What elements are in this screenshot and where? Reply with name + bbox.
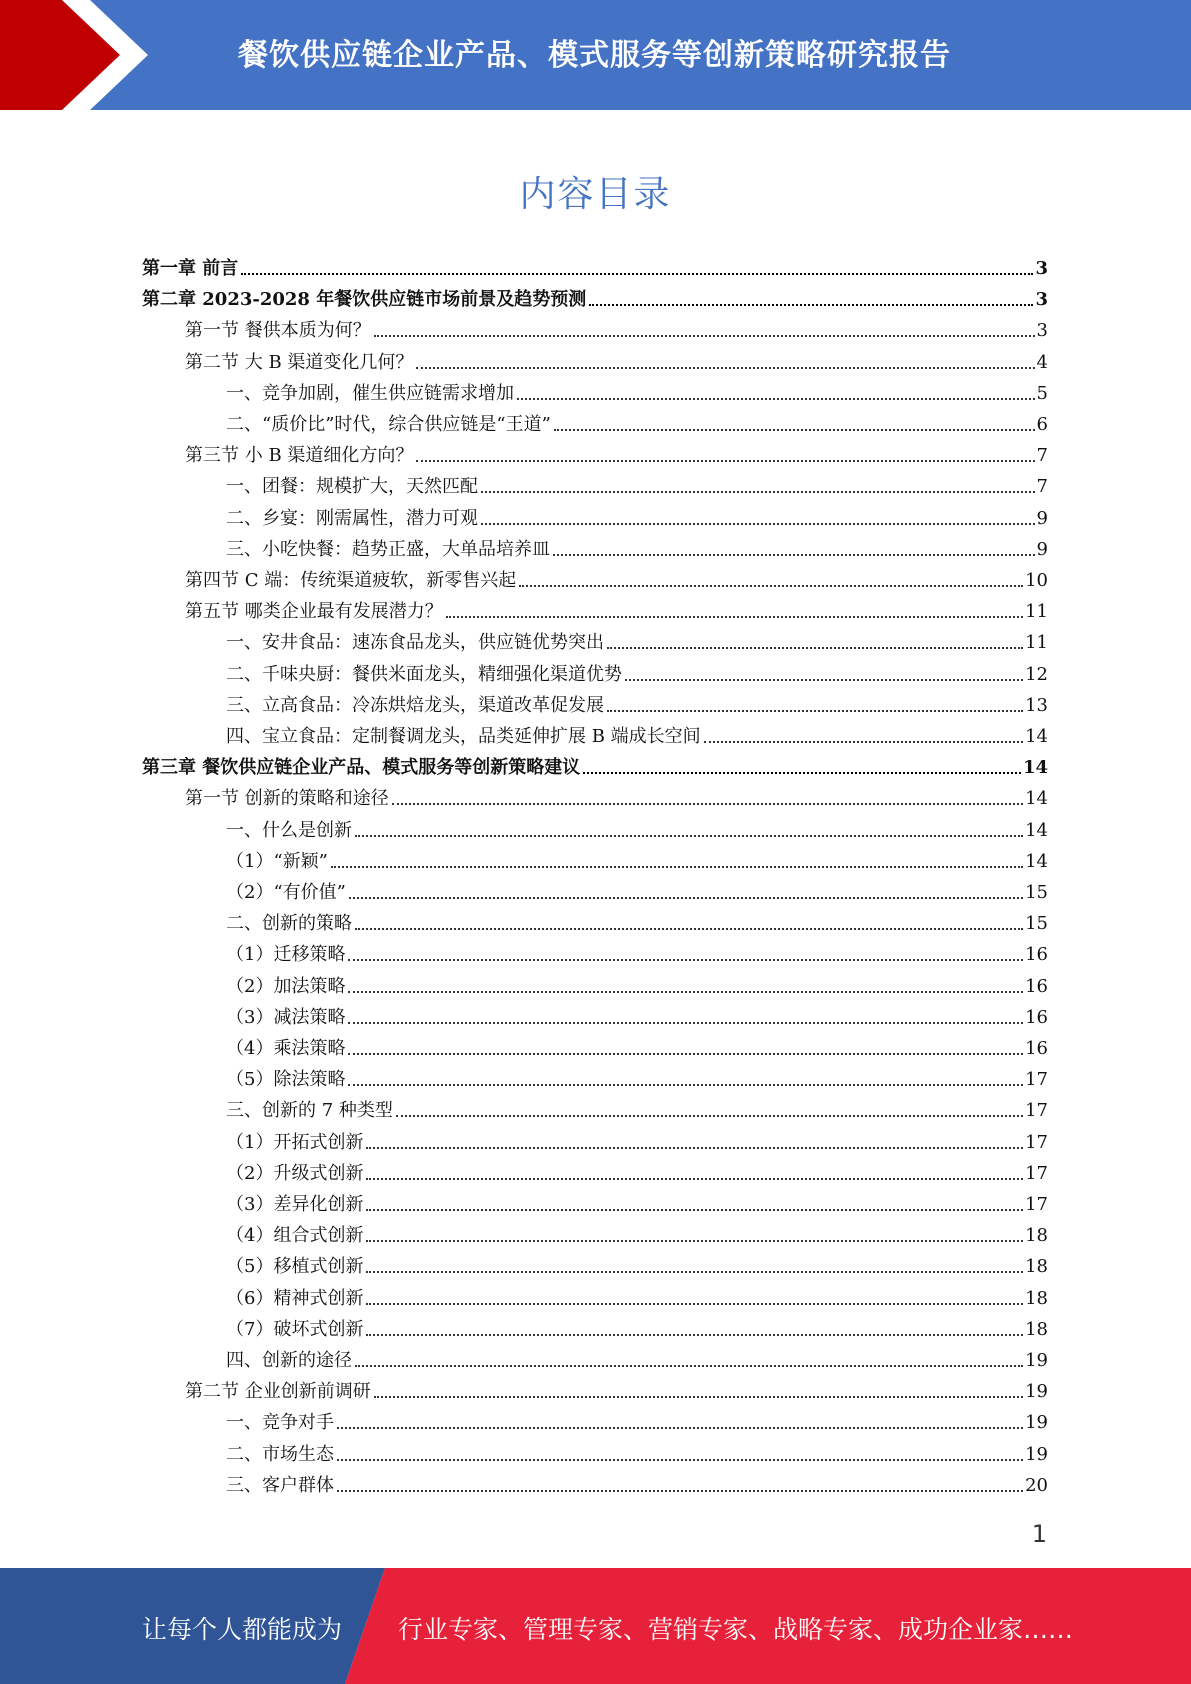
footer-slogan-left: 让每个人都能成为 — [142, 1615, 343, 1644]
toc-entry-page: 9 — [1036, 507, 1048, 529]
toc-entry-page: 17 — [1025, 1131, 1048, 1153]
toc-entry[interactable] — [142, 971, 1048, 999]
toc-entry[interactable] — [142, 1314, 1048, 1342]
toc-dot-leader — [625, 679, 1023, 681]
toc-entry[interactable] — [142, 1064, 1048, 1092]
toc-dot-leader — [337, 1459, 1023, 1461]
toc-dot-leader — [589, 304, 1033, 306]
toc-entry-title: （1）迁移策略 — [226, 944, 346, 966]
toc-entry-title: 第二节 企业创新前调研 — [185, 1381, 371, 1403]
toc-dot-leader — [481, 523, 1035, 525]
toc-dot-leader — [331, 866, 1023, 868]
toc-entry[interactable] — [142, 1439, 1048, 1467]
toc-entry-page: 14 — [1025, 819, 1048, 841]
toc-entry[interactable] — [142, 440, 1048, 468]
toc-entry-page: 7 — [1036, 476, 1048, 498]
toc-entry-page: 6 — [1036, 414, 1048, 435]
toc-entry-page: 19 — [1025, 1350, 1048, 1371]
toc-entry-page: 14 — [1025, 850, 1048, 872]
toc-entry-title: 三、创新的 7 种类型 — [226, 1100, 393, 1122]
toc-entry[interactable] — [142, 752, 1048, 780]
toc-entry-page: 3 — [1035, 258, 1048, 279]
toc-entry-page: 11 — [1025, 632, 1048, 654]
toc-dot-leader — [416, 367, 1034, 369]
toc-entry-title: 三、小吃快餐：趋势正盛，大单品培养皿 — [226, 538, 550, 560]
toc-dot-leader — [607, 647, 1023, 649]
toc-entry-title: （1）“新颖” — [226, 850, 328, 872]
toc-dot-leader — [366, 1209, 1023, 1211]
toc-entry-title: 第二节 大 B 渠道变化几何？ — [185, 351, 414, 373]
toc-entry-page: 3 — [1035, 289, 1048, 311]
toc-entry-title: 第二章 2023-2028 年餐饮供应链市场前景及趋势预测 — [142, 289, 587, 311]
toc-entry-title: 三、客户群体 — [226, 1474, 334, 1496]
toc-entry-title: （5）除法策略 — [226, 1069, 346, 1091]
toc-dot-leader — [519, 585, 1023, 587]
toc-entry[interactable] — [142, 627, 1048, 655]
toc-entry-title: （3）减法策略 — [226, 1006, 346, 1028]
toc-entry-page: 19 — [1025, 1443, 1048, 1465]
toc-entry[interactable] — [142, 1407, 1048, 1435]
toc-entry-title: 二、“质价比”时代，综合供应链是“王道” — [226, 414, 551, 435]
toc-entry-title: 第一节 餐供本质为何？ — [185, 320, 371, 342]
toc-entry-title: （1）开拓式创新 — [226, 1131, 364, 1153]
toc-entry-title: 一、竞争加剧，催生供应链需求增加 — [226, 382, 514, 404]
toc-entry-page: 16 — [1025, 975, 1048, 997]
toc-dot-leader — [366, 1271, 1023, 1273]
toc-entry-title: （2）升级式创新 — [226, 1162, 364, 1184]
toc-entry[interactable] — [142, 565, 1048, 593]
toc-entry-title: 一、竞争对手 — [226, 1412, 334, 1434]
toc-dot-leader — [337, 1490, 1023, 1492]
toc-entry[interactable] — [142, 1376, 1048, 1404]
toc-entry[interactable] — [142, 534, 1048, 562]
toc-entry-title: 四、宝立食品：定制餐调龙头，品类延伸扩展 B 端成长空间 — [226, 726, 701, 747]
toc-entry-title: 第三章 餐饮供应链企业产品、模式服务等创新策略建议 — [142, 757, 581, 779]
toc-entry-title: 第五节 哪类企业最有发展潜力？ — [185, 601, 443, 623]
toc-entry-title: （5）移植式创新 — [226, 1256, 364, 1278]
toc-dot-leader — [366, 1303, 1023, 1305]
toc-dot-leader — [337, 1427, 1023, 1429]
toc-dot-leader — [446, 616, 1023, 618]
toc-entry[interactable] — [142, 1283, 1048, 1311]
toc-dot-leader — [554, 429, 1035, 431]
page-number: 1 — [1031, 1520, 1047, 1548]
toc-entry-page: 14 — [1025, 726, 1048, 747]
toc-entry[interactable] — [142, 659, 1048, 687]
toc-dot-leader — [607, 710, 1023, 712]
toc-entry[interactable] — [142, 409, 1048, 437]
toc-entry[interactable] — [142, 1033, 1048, 1061]
toc-entry-title: （6）精神式创新 — [226, 1287, 364, 1309]
report-title: 餐饮供应链企业产品、模式服务等创新策略研究报告 — [238, 38, 951, 73]
toc-dot-leader — [366, 1147, 1023, 1149]
toc-dot-leader — [366, 1240, 1023, 1242]
toc-entry[interactable] — [142, 471, 1048, 499]
toc-dot-leader — [348, 1084, 1023, 1086]
toc-entry-page: 16 — [1025, 1038, 1048, 1059]
toc-entry[interactable] — [142, 1470, 1048, 1498]
toc-dot-leader — [416, 460, 1034, 462]
toc-entry[interactable] — [142, 815, 1048, 843]
toc-entry-page: 15 — [1025, 913, 1048, 935]
toc-entry-title: 一、安井食品：速冻食品龙头，供应链优势突出 — [226, 632, 604, 654]
toc-entry-title: 第三节 小 B 渠道细化方向？ — [185, 445, 414, 467]
toc-entry-page: 12 — [1025, 663, 1048, 685]
toc-entry-page: 10 — [1025, 570, 1048, 591]
toc-entry-title: 一、什么是创新 — [226, 819, 352, 841]
toc-dot-leader — [348, 1053, 1023, 1055]
toc-entry[interactable] — [142, 846, 1048, 874]
toc-entry-page: 18 — [1025, 1256, 1048, 1278]
toc-entry[interactable] — [142, 1002, 1048, 1030]
toc-entry-title: 一、团餐：规模扩大，天然匹配 — [226, 476, 478, 498]
toc-entry-page: 18 — [1025, 1318, 1048, 1340]
toc-entry[interactable] — [142, 596, 1048, 624]
toc-entry[interactable] — [142, 690, 1048, 718]
toc-dot-leader — [583, 772, 1021, 774]
page-footer — [0, 1568, 1191, 1684]
toc-entry-page: 14 — [1025, 788, 1048, 810]
toc-dot-leader — [517, 398, 1035, 400]
toc-entry-title: （7）破坏式创新 — [226, 1318, 364, 1340]
toc-entry-page: 9 — [1036, 538, 1048, 560]
toc-entry[interactable] — [142, 939, 1048, 967]
toc-entry-page: 20 — [1025, 1474, 1048, 1496]
toc-dot-leader — [241, 273, 1033, 275]
toc-entry-title: 二、千味央厨：餐供米面龙头，精细强化渠道优势 — [226, 663, 622, 685]
toc-entry-title: 第一节 创新的策略和途径 — [185, 788, 389, 810]
toc-entry[interactable] — [142, 1345, 1048, 1373]
toc-entry-title: 第四节 C 端：传统渠道疲软，新零售兴起 — [185, 570, 517, 591]
toc-entry[interactable] — [142, 1189, 1048, 1217]
toc-entry-page: 7 — [1036, 445, 1048, 467]
page-header — [0, 0, 1191, 110]
toc-entry-page: 14 — [1022, 757, 1048, 779]
toc-entry-page: 17 — [1025, 1100, 1048, 1122]
toc-entry-title: 三、立高食品：冷冻烘焙龙头，渠道改革促发展 — [226, 694, 604, 716]
toc-entry-title: （2）“有价值” — [226, 882, 346, 903]
toc-entry-title: 四、创新的途径 — [226, 1350, 352, 1371]
toc-dot-leader — [349, 897, 1023, 899]
toc-entry-page: 11 — [1025, 601, 1048, 623]
toc-dot-leader — [355, 1365, 1023, 1367]
toc-entry-page: 15 — [1025, 882, 1048, 903]
toc-dot-leader — [374, 335, 1035, 337]
toc-entry[interactable] — [142, 378, 1048, 406]
toc-entry-page: 18 — [1025, 1287, 1048, 1309]
toc-entry[interactable] — [142, 347, 1048, 375]
toc-entry-title: （3）差异化创新 — [226, 1194, 364, 1215]
toc-dot-leader — [355, 835, 1023, 837]
toc-dot-leader — [348, 991, 1023, 993]
toc-dot-leader — [348, 1022, 1023, 1024]
toc-dot-leader — [374, 1396, 1023, 1398]
toc-dot-leader — [704, 741, 1023, 743]
toc-entry[interactable] — [142, 315, 1048, 343]
toc-entry-page: 19 — [1025, 1381, 1048, 1403]
toc-entry-title: （2）加法策略 — [226, 975, 346, 997]
toc-entry-page: 17 — [1025, 1069, 1048, 1091]
toc-entry[interactable] — [142, 721, 1048, 749]
toc-entry[interactable] — [142, 284, 1048, 312]
toc-entry-title: 二、创新的策略 — [226, 913, 352, 935]
toc-entry-page: 5 — [1036, 382, 1048, 404]
toc-entry-title: 第一章 前言 — [142, 258, 239, 279]
footer-slogan-right: 行业专家、管理专家、营销专家、战略专家、成功企业家…… — [398, 1615, 1074, 1644]
toc-entry-page: 17 — [1025, 1162, 1048, 1184]
toc-dot-leader — [348, 959, 1023, 961]
toc-entry[interactable] — [142, 783, 1048, 811]
toc-entry-title: 二、市场生态 — [226, 1443, 334, 1465]
toc-dot-leader — [481, 491, 1035, 493]
toc-heading: 内容目录 — [519, 174, 672, 215]
toc-entry-page: 16 — [1025, 1006, 1048, 1028]
toc-dot-leader — [392, 803, 1023, 805]
toc-entry[interactable] — [142, 1127, 1048, 1155]
toc-dot-leader — [366, 1334, 1023, 1336]
toc-entry-title: （4）组合式创新 — [226, 1225, 364, 1247]
toc-entry[interactable] — [142, 1220, 1048, 1248]
toc-entry-title: （4）乘法策略 — [226, 1038, 346, 1059]
toc-entry-title: 二、乡宴：刚需属性，潜力可观 — [226, 507, 478, 529]
toc-entry-page: 19 — [1025, 1412, 1048, 1434]
toc-entry[interactable] — [142, 1095, 1048, 1123]
toc-entry[interactable] — [142, 253, 1048, 281]
toc-dot-leader — [366, 1178, 1023, 1180]
toc-dot-leader — [355, 928, 1023, 930]
toc-entry[interactable] — [142, 1251, 1048, 1279]
toc-entry-page: 16 — [1025, 944, 1048, 966]
toc-entry[interactable] — [142, 1158, 1048, 1186]
toc-dot-leader — [553, 554, 1035, 556]
toc-entry[interactable] — [142, 908, 1048, 936]
toc-entry[interactable] — [142, 503, 1048, 531]
toc-entry-page: 18 — [1025, 1225, 1048, 1247]
toc-entry-page: 3 — [1036, 320, 1048, 342]
toc-entry-page: 4 — [1036, 351, 1048, 373]
toc-entry-page: 17 — [1025, 1194, 1048, 1215]
toc-entry[interactable] — [142, 877, 1048, 905]
toc-dot-leader — [396, 1115, 1023, 1117]
toc-entry-page: 13 — [1025, 694, 1048, 716]
